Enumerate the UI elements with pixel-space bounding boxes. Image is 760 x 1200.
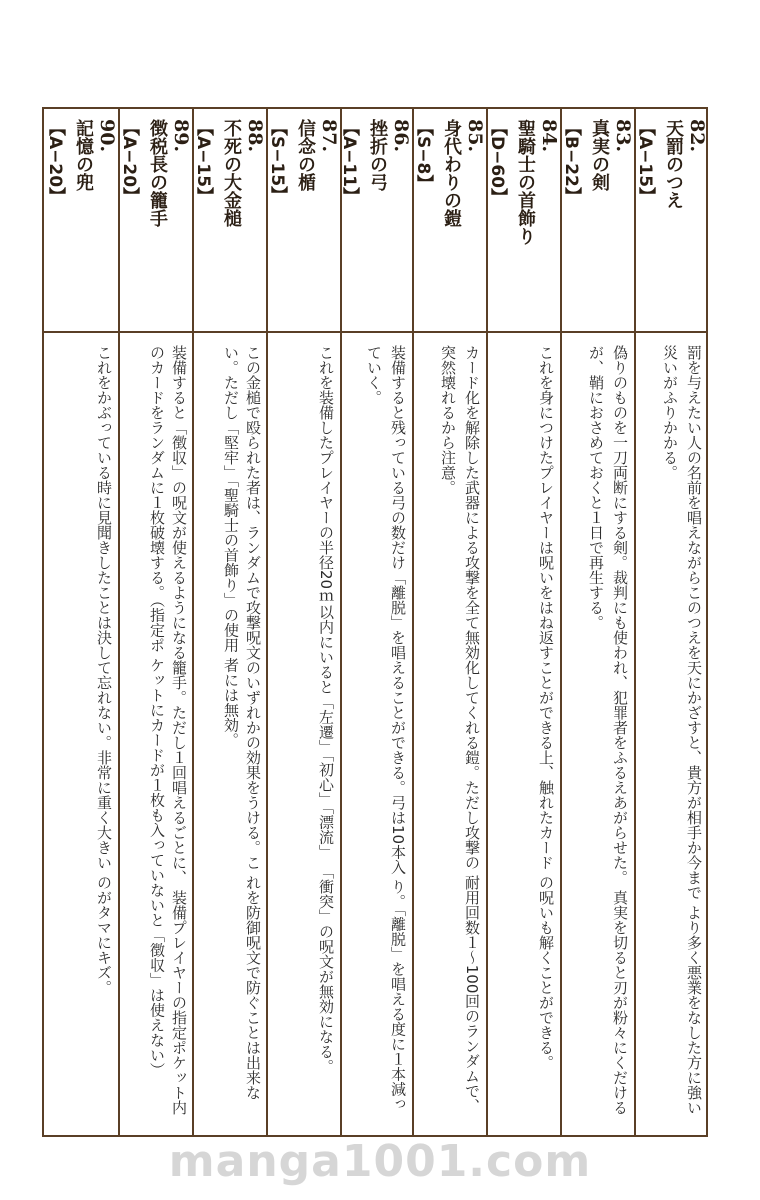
entry-description: これを装備したプレイヤーの半径20ｍ以内にいると「左遷」「初心」「漂流」 「衝突」の呪文が無効になる。 bbox=[317, 345, 335, 1074]
entry-rank: 【A−15】 bbox=[193, 119, 213, 205]
entry-name: 記憶の兜 bbox=[73, 119, 94, 191]
entry-header bbox=[413, 119, 486, 325]
entry-number: 82. bbox=[686, 119, 708, 153]
entry-rank: 【S−8】 bbox=[413, 119, 433, 192]
entry-rank: 【S−15】 bbox=[267, 119, 287, 204]
header-divider bbox=[44, 331, 706, 333]
entry-rank: 【B−22】 bbox=[561, 119, 581, 204]
entry-description: これを身につけたプレイヤーは呪いをはね返すことができる上、触れたカード の呪いも解くことができる。 bbox=[537, 345, 555, 1070]
entry-rank: 【A−20】 bbox=[119, 119, 139, 205]
item-table bbox=[42, 107, 708, 1137]
entry-rank: 【A−11】 bbox=[339, 119, 359, 205]
entry-name: 真実の剣 bbox=[589, 119, 610, 191]
entry-rank: 【A−20】 bbox=[45, 119, 65, 205]
entry-number: 86. bbox=[390, 119, 412, 153]
entry-header bbox=[267, 119, 340, 325]
entry-name: 身代わりの鎧 bbox=[441, 119, 462, 227]
entry-description: 装備すると残っている弓の数だけ「離脱」を唱えることができる。弓は10本入 り。「離脱」を唱える度に１本減っていく。 bbox=[365, 345, 407, 1112]
entry-name: 不死の大金槌 bbox=[221, 119, 242, 227]
entry-header bbox=[487, 119, 560, 325]
entry-description: この金槌で殴られた者は、ランダムで攻撃呪文のいずれかの効果をうける。こ れを防御呪文で防ぐことは出来ない。ただし「堅牢」「聖騎士の首飾り」の使用 者には無効。 bbox=[222, 345, 262, 1100]
entry-name: 聖騎士の首飾り bbox=[515, 119, 536, 245]
entry-name: 天罰のつえ bbox=[663, 119, 684, 209]
entry-number: 90. bbox=[96, 119, 118, 153]
entry-header bbox=[339, 119, 412, 325]
entry-number: 88. bbox=[244, 119, 266, 153]
entry-description: 罰を与えたい人の名前を唱えながらこのつえを天にかざすと、貴方が相手か今まで より多く悪業をなした方に強い災いがふりかかる。 bbox=[661, 345, 703, 1115]
entry-description: これをかぶっている時に見聞きしたことは決して忘れない。非常に重く大きい のがタマにキズ。 bbox=[95, 345, 113, 995]
entry-rank: 【D−60】 bbox=[487, 119, 507, 206]
entry-rank: 【A−15】 bbox=[635, 119, 655, 205]
entry-header bbox=[45, 119, 118, 325]
entry-description: カード化を解除した武器による攻撃を全て無効化してくれる鎧。ただし攻撃の 耐用回数１～100回のランダムで、突然壊れるから注意。 bbox=[439, 345, 481, 1114]
entry-number: 84. bbox=[538, 119, 560, 153]
entry-name: 挫折の弓 bbox=[367, 119, 388, 191]
entry-name: 徴税長の籠手 bbox=[147, 119, 168, 227]
entry-name: 信念の楯 bbox=[295, 119, 316, 191]
entry-header bbox=[119, 119, 192, 325]
entry-description: 偽りのものを一刀両断にする剣。裁判にも使われ、犯罪者をふるえあがらせた。 真実を切ると刃が粉々にくだけるが、鞘におさめておくと１日で再生する。 bbox=[587, 345, 629, 1115]
watermark: manga1001.com bbox=[168, 1136, 592, 1187]
entry-number: 85. bbox=[464, 119, 486, 153]
entry-number: 89. bbox=[170, 119, 192, 153]
entry-number: 83. bbox=[612, 119, 634, 153]
entry-header bbox=[561, 119, 634, 325]
entry-header bbox=[635, 119, 708, 325]
entry-description: 装備すると「徴収」の呪文が使えるようになる籠手。ただし１回唱えるごとに、 装備プレイヤーの指定ポケット内のカードをランダムに１枚破壊する。（指定ポ ケットにカードが１枚も入っていないと「徴収」は使えない） bbox=[148, 345, 188, 1115]
entry-number: 87. bbox=[318, 119, 340, 153]
entry-header bbox=[193, 119, 266, 325]
